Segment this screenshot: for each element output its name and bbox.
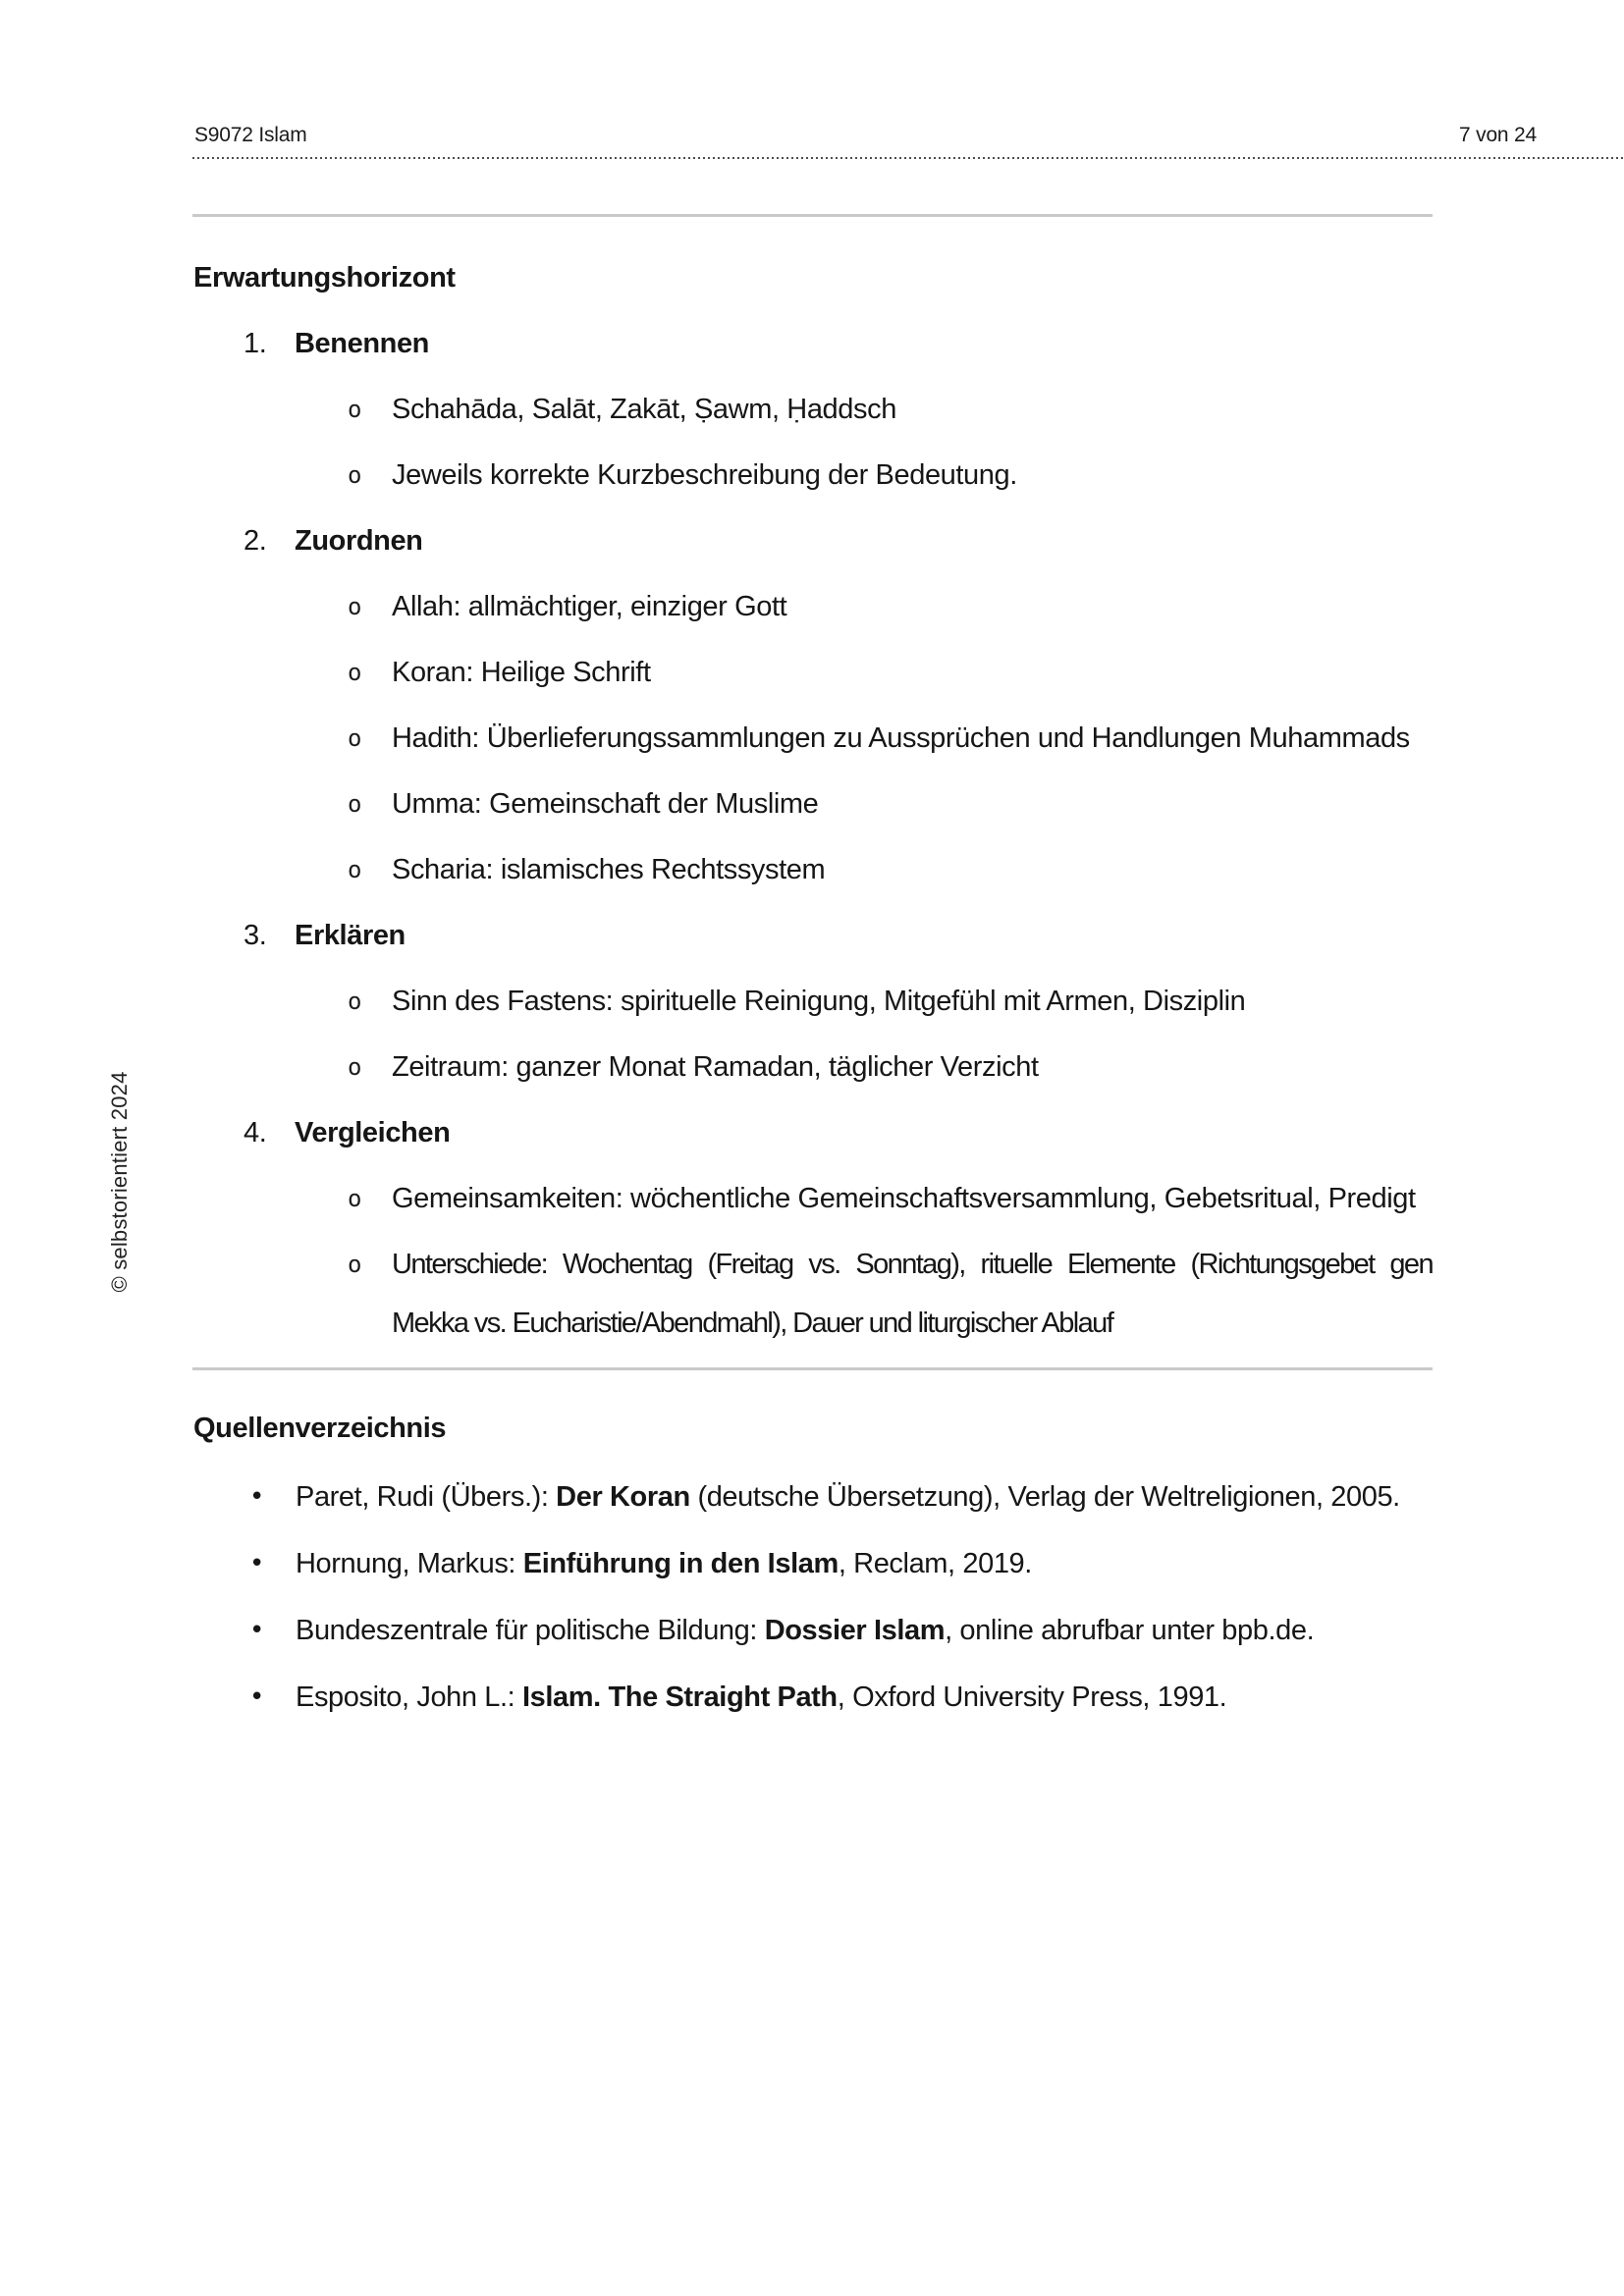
sub-bullet bbox=[193, 643, 1433, 702]
circle-bullet-icon: o bbox=[348, 724, 362, 752]
numbered-item bbox=[193, 906, 1433, 965]
source-text-part: , online abrufbar unter bpb.de. bbox=[945, 1615, 1315, 1646]
source-item bbox=[193, 1468, 1433, 1526]
sub-bullet-text: Jeweils korrekte Kurzbeschreibung der Bedeutung. bbox=[392, 459, 1017, 491]
numbered-item bbox=[193, 314, 1433, 373]
bullet-icon: • bbox=[249, 1616, 264, 1645]
bullet-icon: • bbox=[249, 1482, 264, 1512]
sub-bullet-text: Allah: allmächtiger, einziger Gott bbox=[392, 591, 787, 622]
sub-bullet bbox=[193, 380, 1433, 439]
sub-bullet bbox=[193, 1169, 1433, 1228]
source-text-part: Hornung, Markus: bbox=[296, 1548, 523, 1579]
expectations-title: Erwartungshorizont bbox=[193, 262, 456, 294]
sub-bullet-text: Scharia: islamisches Rechtssystem bbox=[392, 854, 826, 885]
section-divider-top bbox=[192, 214, 1433, 217]
sub-bullet bbox=[193, 1038, 1433, 1096]
sources-section bbox=[193, 1399, 1433, 1735]
doc-code: S9072 Islam bbox=[194, 124, 307, 146]
sub-bullet-text: Hadith: Überlieferungssammlungen zu Aussprüchen und Handlungen Muhammads bbox=[392, 722, 1410, 754]
page-header bbox=[194, 124, 1537, 147]
circle-bullet-icon: o bbox=[348, 593, 362, 620]
source-title-bold: Einführung in den Islam bbox=[522, 1548, 839, 1579]
sub-bullet bbox=[193, 774, 1433, 833]
bullet-icon: • bbox=[249, 1549, 264, 1578]
source-text bbox=[296, 1668, 1226, 1727]
source-text-part: Esposito, John L.: bbox=[296, 1682, 522, 1713]
expectations-section bbox=[193, 248, 1433, 1360]
source-text bbox=[296, 1534, 1032, 1593]
section-divider-bottom bbox=[192, 1367, 1433, 1370]
item-label: Zuordnen bbox=[295, 525, 423, 557]
source-text-part: , Oxford University Press, 1991. bbox=[837, 1682, 1227, 1713]
source-text bbox=[296, 1468, 1400, 1526]
sub-bullet-text: Koran: Heilige Schrift bbox=[392, 657, 651, 688]
item-label: Benennen bbox=[295, 328, 429, 359]
circle-bullet-icon: o bbox=[348, 1053, 362, 1081]
circle-bullet-icon: o bbox=[348, 1185, 362, 1212]
sub-bullet bbox=[193, 840, 1433, 899]
circle-bullet-icon: o bbox=[348, 461, 362, 489]
sub-bullet bbox=[193, 1235, 1433, 1353]
circle-bullet-icon: o bbox=[348, 856, 362, 883]
circle-bullet-icon: o bbox=[348, 1251, 362, 1278]
sub-bullet-text-line: Mekka vs. Eucharistie/Abendmahl), Dauer und liturgischer Ablauf bbox=[392, 1308, 1113, 1339]
sub-bullet bbox=[193, 709, 1433, 768]
source-item bbox=[193, 1534, 1433, 1593]
source-title-bold: Dossier Islam bbox=[764, 1615, 946, 1646]
source-text-part: (deutsche Übersetzung), Verlag der Weltreligionen, 2005. bbox=[689, 1481, 1400, 1513]
page-indicator: 7 von 24 bbox=[1459, 124, 1537, 146]
source-title-bold: Der Koran bbox=[556, 1481, 690, 1513]
circle-bullet-icon: o bbox=[348, 790, 362, 818]
sub-bullet bbox=[193, 577, 1433, 636]
item-number: 4. bbox=[244, 1117, 267, 1148]
circle-bullet-icon: o bbox=[348, 396, 362, 423]
sub-bullet bbox=[193, 972, 1433, 1031]
circle-bullet-icon: o bbox=[348, 988, 362, 1015]
item-number: 1. bbox=[244, 328, 267, 359]
item-label: Vergleichen bbox=[295, 1117, 451, 1148]
source-text-part: , Reclam, 2019. bbox=[838, 1548, 1032, 1579]
sub-bullet-text: Schahāda, Salāt, Zakāt, Ṣawm, Ḥaddsch bbox=[392, 394, 896, 425]
copyright-note: © selbstorientiert 2024 bbox=[107, 1071, 132, 1293]
item-number: 3. bbox=[244, 920, 267, 951]
sub-bullet-text: Gemeinsamkeiten: wöchentliche Gemeinschaftsversammlung, Gebetsritual, Predigt bbox=[392, 1183, 1416, 1214]
source-title-bold: Islam. The Straight Path bbox=[522, 1682, 838, 1713]
sub-bullet-text-line: Unterschiede: Wochentag (Freitag vs. Sonntag), rituelle Elemente (Richtungsgebet gen bbox=[392, 1249, 1433, 1280]
sub-bullet-text: Sinn des Fastens: spirituelle Reinigung, Mitgefühl mit Armen, Disziplin bbox=[392, 986, 1246, 1017]
circle-bullet-icon: o bbox=[348, 659, 362, 686]
header-rule bbox=[192, 157, 1624, 159]
source-text-part: Bundeszentrale für politische Bildung: bbox=[296, 1615, 765, 1646]
source-text bbox=[296, 1601, 1314, 1660]
sources-title: Quellenverzeichnis bbox=[193, 1413, 447, 1444]
sub-bullet-text: Zeitraum: ganzer Monat Ramadan, täglicher Verzicht bbox=[392, 1051, 1039, 1083]
source-text-part: Paret, Rudi (Übers.): bbox=[296, 1481, 557, 1513]
sub-bullet-text bbox=[392, 1235, 1433, 1353]
numbered-item bbox=[193, 1103, 1433, 1162]
sub-bullet-text: Umma: Gemeinschaft der Muslime bbox=[392, 788, 819, 820]
item-number: 2. bbox=[244, 525, 267, 557]
item-label: Erklären bbox=[295, 920, 406, 951]
sub-bullet bbox=[193, 446, 1433, 505]
numbered-item bbox=[193, 511, 1433, 570]
source-item bbox=[193, 1601, 1433, 1660]
source-item bbox=[193, 1668, 1433, 1727]
bullet-icon: • bbox=[249, 1682, 264, 1712]
